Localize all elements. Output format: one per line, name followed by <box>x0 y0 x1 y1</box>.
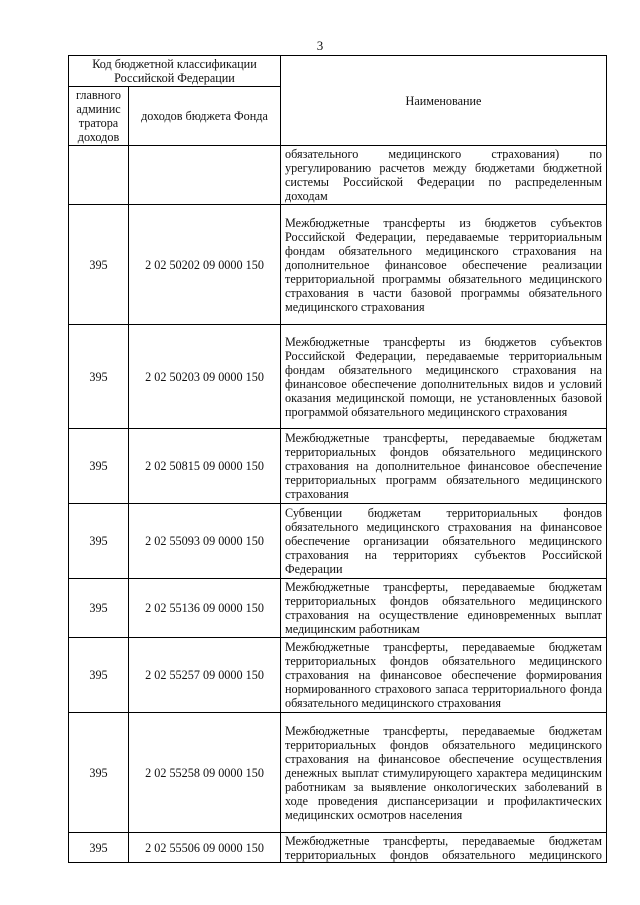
table-row <box>69 205 607 325</box>
budget-classification-table <box>68 55 607 863</box>
header-name: Наименование <box>281 56 607 146</box>
header-chief-administrator: главного админис тратора доходов <box>69 87 129 146</box>
page-number: 3 <box>316 38 324 53</box>
table-row <box>69 579 607 638</box>
row-name: Межбюджетные трансферты, передаваемые бюджетам территориальных фондов обязательного медицинского <box>281 833 607 863</box>
admin-code: 395 <box>69 205 129 325</box>
income-code: 2 02 50815 09 0000 150 <box>129 429 281 504</box>
header-budget-classification: Код бюджетной классификации Российской Федерации <box>69 56 281 87</box>
table-row <box>69 638 607 713</box>
admin-code: 395 <box>69 325 129 429</box>
row-name: Межбюджетные трансферты, передаваемые бюджетам территориальных фондов обязательного медицинского страхования на финансовое обеспечение формирования нормированного страхового запаса территориального фонда обязательного медицинского страхования <box>281 638 607 713</box>
table-row <box>69 429 607 504</box>
row-name: Межбюджетные трансферты, передаваемые бюджетам территориальных фондов обязательного медицинского страхования на дополнительное финансовое обеспечение территориальных программ обязательного медицинского страхования <box>281 429 607 504</box>
admin-code: 395 <box>69 713 129 833</box>
income-code: 2 02 50202 09 0000 150 <box>129 205 281 325</box>
income-code: 2 02 55093 09 0000 150 <box>129 504 281 579</box>
row-name: обязательного медицинского страхования) по урегулированию расчетов между бюджетами бюджетной системы Российской Федерации по распределенным доходам <box>281 146 607 205</box>
admin-code: 395 <box>69 833 129 863</box>
income-code: 2 02 50203 09 0000 150 <box>129 325 281 429</box>
table-row <box>69 833 607 863</box>
row-name: Субвенции бюджетам территориальных фондов обязательного медицинского страхования на финансовое обеспечение организации обязательного медицинского страхования на территориях субъектов Российской Федерации <box>281 504 607 579</box>
admin-code: 395 <box>69 638 129 713</box>
admin-code: 395 <box>69 429 129 504</box>
table-row <box>69 325 607 429</box>
table-row <box>69 713 607 833</box>
row-name: Межбюджетные трансферты из бюджетов субъектов Российской Федерации, передаваемые территориальным фондам обязательного медицинского страхования на финансовое обеспечение дополнительных видов и условий оказания медицинской помощи, не установленных базовой программой обязательного медицинского страхования <box>281 325 607 429</box>
income-code: 2 02 55506 09 0000 150 <box>129 833 281 863</box>
income-code: 2 02 55257 09 0000 150 <box>129 638 281 713</box>
row-name: Межбюджетные трансферты из бюджетов субъектов Российской Федерации, передаваемые территориальным фондам обязательного медицинского страхования на дополнительное финансовое обеспечение реализации территориальной программы обязательного медицинского страхования в части базовой программы обязательного медицинского страхования <box>281 205 607 325</box>
table-row <box>69 146 607 205</box>
admin-code: 395 <box>69 504 129 579</box>
income-code: 2 02 55258 09 0000 150 <box>129 713 281 833</box>
table-row <box>69 504 607 579</box>
admin-code: 395 <box>69 579 129 638</box>
row-name: Межбюджетные трансферты, передаваемые бюджетам территориальных фондов обязательного медицинского страхования на финансовое обеспечение осуществления денежных выплат стимулирующего характера медицинским работникам за выявление онкологических заболеваний в ходе проведения диспансеризации и профилактических медицинских осмотров населения <box>281 713 607 833</box>
income-code: 2 02 55136 09 0000 150 <box>129 579 281 638</box>
income-code <box>129 146 281 205</box>
admin-code <box>69 146 129 205</box>
header-fund-income: доходов бюджета Фонда <box>129 87 281 146</box>
row-name: Межбюджетные трансферты, передаваемые бюджетам территориальных фондов обязательного медицинского страхования на осуществление единовременных выплат медицинским работникам <box>281 579 607 638</box>
